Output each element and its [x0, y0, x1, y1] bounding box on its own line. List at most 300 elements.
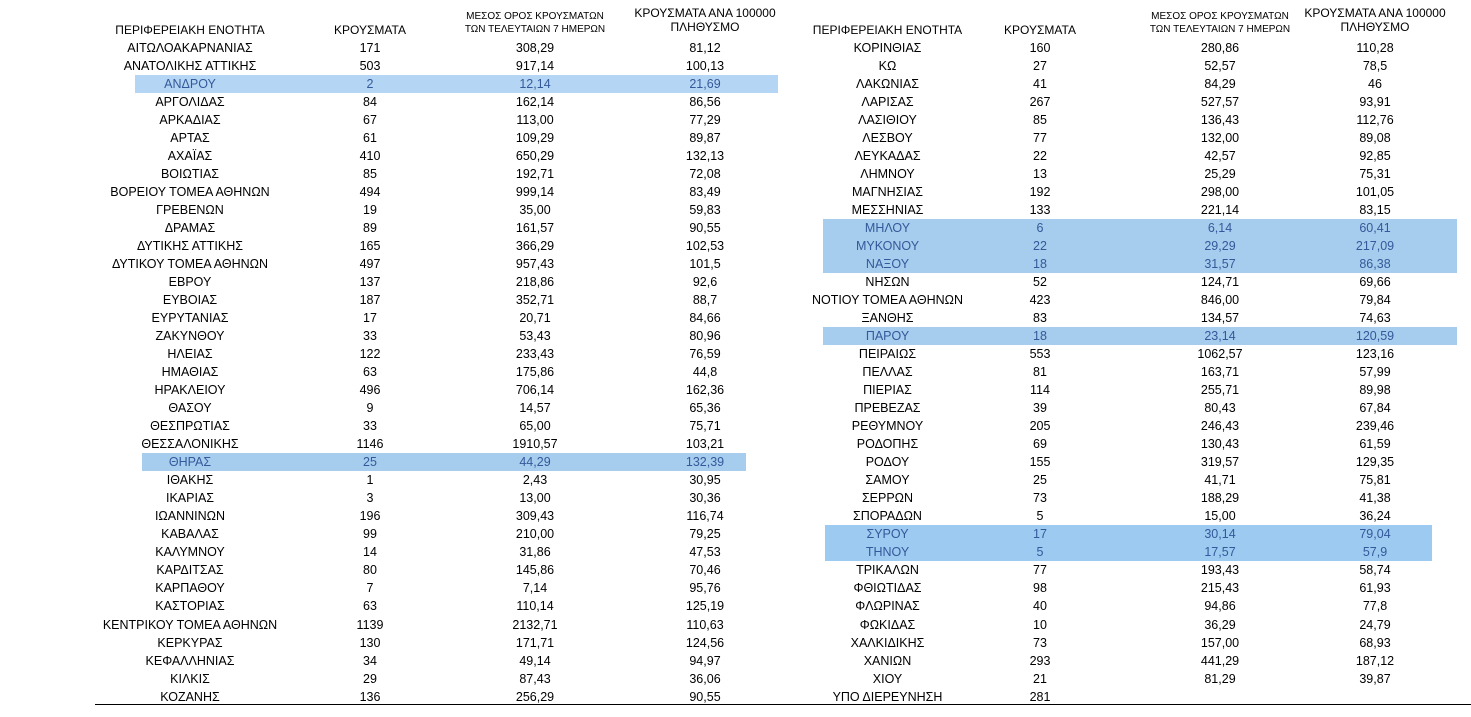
cell-avg: 280,86 — [1200, 41, 1240, 55]
cell-cases: 114 — [1030, 383, 1050, 398]
cell-per100k: 112,76 — [1356, 113, 1394, 128]
cell-region: ΞΑΝΘΗΣ — [861, 311, 914, 326]
cell-avg: 44,29 — [519, 455, 551, 470]
cell-cases: 27 — [1033, 59, 1047, 74]
cell-avg: 52,57 — [1204, 59, 1236, 74]
table-row — [795, 327, 1471, 345]
cell-region: ΚΕΦΑΛΛΗΝΙΑΣ — [145, 653, 235, 668]
cell-per100k: 94,97 — [689, 653, 721, 668]
cell-cases: 73 — [1033, 635, 1047, 650]
cell-cases: 205 — [1029, 419, 1051, 434]
cell-avg: 162,14 — [515, 95, 555, 110]
cell-region: ΦΘΙΩΤΙΔΑΣ — [853, 581, 922, 596]
cell-region: ΑΧΑΪΑΣ — [167, 149, 213, 164]
cell-avg: 192,71 — [515, 167, 555, 182]
table-row — [0, 273, 800, 291]
cell-cases: 6 — [1036, 221, 1044, 236]
cell-avg: 1062,57 — [1197, 347, 1243, 362]
cell-avg: 175,86 — [515, 365, 555, 380]
cell-region: ΠΙΕΡΙΑΣ — [863, 383, 912, 398]
cell-avg: 366,29 — [515, 239, 555, 254]
cell-cases: 497 — [359, 257, 381, 272]
cell-cases: 73 — [1033, 491, 1047, 506]
cell-per100k: 89,87 — [689, 131, 721, 146]
cell-region: ΣΕΡΡΩΝ — [861, 491, 914, 506]
cell-region: ΔΡΑΜΑΣ — [164, 221, 216, 236]
cell-region: ΤΡΙΚΑΛΩΝ — [856, 563, 919, 578]
table-row — [0, 201, 800, 219]
cell-region: ΔΥΤΙΚΗΣ ΑΤΤΙΚΗΣ — [137, 239, 243, 254]
cell-per100k: 83,49 — [689, 185, 721, 200]
table-row — [0, 652, 800, 670]
cell-avg: 124,71 — [1200, 275, 1240, 290]
cell-cases: 99 — [363, 527, 377, 542]
cell-avg: 81,29 — [1204, 671, 1236, 686]
cell-per100k: 72,08 — [689, 167, 721, 182]
cell-per100k: 84,66 — [689, 311, 721, 326]
cell-per100k: 78,5 — [1362, 59, 1388, 74]
cell-region: ΑΡΚΑΔΙΑΣ — [159, 113, 221, 128]
cell-avg: 255,71 — [1200, 383, 1240, 398]
table-row — [0, 688, 800, 706]
cell-region: ΚΑΒΑΛΑΣ — [161, 527, 219, 542]
table-row — [0, 93, 800, 111]
cell-per100k: 86,56 — [689, 95, 721, 110]
cell-avg: 441,29 — [1200, 653, 1240, 668]
cell-cases: 130 — [359, 635, 381, 650]
table-row — [0, 561, 800, 579]
cell-avg: 65,00 — [519, 419, 551, 434]
table-row — [0, 39, 800, 57]
cell-region: ΦΩΚΙΔΑΣ — [859, 617, 916, 632]
cell-per100k: 69,66 — [1359, 275, 1391, 290]
cell-avg: 246,43 — [1200, 419, 1240, 434]
header-per100k: ΚΡΟΥΣΜΑΤΑ ΑΝΑ 100000 ΠΛΗΘΥΣΜΟ — [634, 6, 776, 34]
cell-per100k: 41,38 — [1359, 491, 1391, 506]
header-avg: ΜΕΣΟΣ ΟΡΟΣ ΚΡΟΥΣΜΑΤΩΝ ΤΩΝ ΤΕΛΕΥΤΑΙΩΝ 7 ΗΜΕΡΩΝ — [1149, 11, 1291, 35]
cell-cases: 52 — [1033, 275, 1047, 290]
cell-region: ΗΜΑΘΙΑΣ — [161, 365, 219, 380]
cell-avg: 917,14 — [515, 59, 555, 74]
cell-avg: 20,71 — [519, 311, 551, 326]
cell-region: ΙΚΑΡΙΑΣ — [165, 491, 215, 506]
cell-cases: 410 — [359, 149, 381, 164]
cell-cases: 187 — [359, 293, 381, 308]
cell-region: ΑΝΔΡΟΥ — [164, 77, 216, 92]
table-row — [0, 183, 800, 201]
cell-region: ΚΩ — [878, 59, 897, 74]
table-row — [795, 579, 1471, 597]
cell-cases: 137 — [359, 275, 381, 290]
cell-cases: 63 — [363, 365, 377, 380]
cell-cases: 98 — [1033, 581, 1047, 596]
cell-cases: 160 — [1029, 41, 1051, 55]
left-table-body — [0, 39, 800, 706]
cell-region: ΜΗΛΟΥ — [864, 221, 911, 236]
table-row — [795, 435, 1471, 453]
cell-region: ΑΝΑΤΟΛΙΚΗΣ ΑΤΤΙΚΗΣ — [123, 59, 257, 74]
table-row — [795, 525, 1471, 543]
cell-per100k: 92,6 — [692, 275, 718, 290]
cell-avg: 308,29 — [515, 41, 555, 55]
table-row — [795, 489, 1471, 507]
cell-region: ΝΗΣΩΝ — [865, 275, 910, 290]
cell-per100k: 36,06 — [689, 671, 721, 686]
cell-avg: 233,43 — [515, 347, 555, 362]
cell-avg: 319,57 — [1200, 455, 1240, 470]
cell-region: ΠΑΡΟΥ — [865, 329, 910, 344]
cell-region: ΤΗΝΟΥ — [865, 545, 910, 560]
cell-region: ΡΟΔΟΥ — [865, 455, 910, 470]
cell-avg: 171,71 — [515, 635, 555, 650]
cell-per100k: 61,93 — [1359, 581, 1391, 596]
cell-per100k: 79,84 — [1359, 293, 1391, 308]
cell-per100k: 129,35 — [1355, 455, 1395, 470]
table-row — [0, 327, 800, 345]
cell-per100k: 39,87 — [1359, 671, 1391, 686]
cell-per100k: 46 — [1368, 77, 1382, 92]
table-row — [795, 597, 1471, 615]
cell-cases: 10 — [1033, 617, 1047, 632]
cell-avg: 53,43 — [519, 329, 551, 344]
table-row — [0, 399, 800, 417]
cell-cases: 33 — [363, 329, 377, 344]
table-row — [0, 309, 800, 327]
cell-per100k: 89,98 — [1359, 383, 1391, 398]
cell-region: ΑΡΤΑΣ — [170, 131, 210, 146]
cell-cases: 81 — [1033, 365, 1047, 380]
cell-cases: 293 — [1029, 653, 1051, 668]
cell-avg: 6,14 — [1207, 221, 1233, 236]
cell-cases: 5 — [1036, 545, 1044, 560]
cell-avg: 15,00 — [1204, 509, 1236, 524]
cell-per100k: 79,25 — [689, 527, 721, 542]
table-row — [0, 670, 800, 688]
cell-region: ΚΟΡΙΝΘΙΑΣ — [853, 41, 922, 55]
table-row — [795, 147, 1471, 165]
cell-avg: 352,71 — [515, 293, 555, 308]
cell-avg: 7,14 — [522, 581, 548, 596]
cell-per100k: 92,85 — [1359, 149, 1391, 164]
table-row — [795, 471, 1471, 489]
cell-cases: 133 — [1029, 203, 1051, 218]
cell-avg: 2132,71 — [512, 617, 558, 632]
table-row — [0, 291, 800, 309]
header-cases: ΚΡΟΥΣΜΑΤΑ — [1004, 23, 1076, 37]
cell-cases: 61 — [363, 131, 377, 146]
cell-avg: 706,14 — [515, 383, 555, 398]
cell-region: ΣΥΡΟΥ — [866, 527, 909, 542]
table-row — [795, 57, 1471, 75]
cell-avg: 17,57 — [1204, 545, 1236, 560]
cell-per100k: 36,24 — [1359, 509, 1391, 524]
cell-avg: 218,86 — [515, 275, 555, 290]
cell-avg: 298,00 — [1200, 185, 1240, 200]
cell-cases: 267 — [1029, 95, 1051, 110]
cell-per100k: 239,46 — [1355, 419, 1395, 434]
cell-avg: 134,57 — [1200, 311, 1240, 326]
table-row — [0, 579, 800, 597]
cell-per100k: 110,28 — [1356, 41, 1394, 55]
cell-avg: 309,43 — [515, 509, 555, 524]
cell-cases: 67 — [363, 113, 377, 128]
cell-region: ΜΥΚΟΝΟΥ — [855, 239, 920, 254]
cell-cases: 155 — [1029, 455, 1051, 470]
cell-region: ΑΡΓΟΛΙΔΑΣ — [155, 95, 225, 110]
cell-avg: 14,57 — [519, 401, 551, 416]
cell-cases: 1146 — [356, 437, 384, 452]
cell-avg: 527,57 — [1200, 95, 1240, 110]
table-row — [0, 453, 800, 471]
cell-region: ΣΠΟΡΑΔΩΝ — [853, 509, 922, 524]
cell-avg: 36,29 — [1204, 617, 1236, 632]
cell-per100k: 88,7 — [692, 293, 718, 308]
cell-avg: 30,14 — [1204, 527, 1236, 542]
table-row — [795, 39, 1471, 57]
cell-per100k: 95,76 — [689, 581, 721, 596]
table-row — [0, 255, 800, 273]
cell-avg: 31,86 — [519, 545, 551, 560]
table-row — [0, 75, 800, 93]
cell-region: ΜΕΣΣΗΝΙΑΣ — [851, 203, 924, 218]
cell-cases: 39 — [1033, 401, 1047, 416]
cell-per100k: 24,79 — [1359, 617, 1391, 632]
cell-region: ΔΥΤΙΚΟΥ ΤΟΜΕΑ ΑΘΗΝΩΝ — [111, 257, 269, 272]
cell-per100k: 58,74 — [1359, 563, 1391, 578]
table-row — [0, 489, 800, 507]
table-row — [795, 453, 1471, 471]
cell-avg: 999,14 — [515, 185, 555, 200]
cell-avg: 163,71 — [1200, 365, 1240, 380]
cell-per100k: 102,53 — [685, 239, 725, 254]
cell-cases: 63 — [363, 599, 377, 614]
table-row — [0, 543, 800, 561]
table-row — [795, 507, 1471, 525]
table-row — [795, 201, 1471, 219]
cell-avg: 109,29 — [515, 131, 555, 146]
cell-cases: 83 — [1033, 311, 1047, 326]
cell-avg: 157,00 — [1200, 635, 1240, 650]
cell-cases: 77 — [1033, 563, 1047, 578]
cell-avg: 193,43 — [1200, 563, 1240, 578]
cell-avg: 188,29 — [1200, 491, 1240, 506]
cell-cases: 3 — [366, 491, 374, 506]
table-row — [795, 255, 1471, 273]
cell-avg: 846,00 — [1200, 293, 1240, 308]
cell-per100k: 100,13 — [685, 59, 725, 74]
cell-cases: 171 — [359, 41, 381, 55]
table-row — [795, 381, 1471, 399]
table-row — [795, 93, 1471, 111]
cell-region: ΕΥΡΥΤΑΝΙΑΣ — [151, 311, 229, 326]
cell-avg: 130,43 — [1200, 437, 1240, 452]
cell-region: ΠΡΕΒΕΖΑΣ — [854, 401, 921, 416]
cell-region: ΙΩΑΝΝΙΝΩΝ — [154, 509, 226, 524]
cell-per100k: 132,13 — [685, 149, 725, 164]
cell-cases: 80 — [363, 563, 377, 578]
cell-per100k: 116,74 — [686, 509, 724, 524]
table-row — [0, 111, 800, 129]
cell-region: ΥΠΟ ΔΙΕΡΕΥΝΗΣΗ — [832, 689, 943, 704]
table-row — [0, 129, 800, 147]
cell-per100k: 30,36 — [689, 491, 721, 506]
cell-per100k: 90,55 — [689, 221, 721, 236]
cell-avg: 221,14 — [1200, 203, 1240, 218]
cell-avg: 87,43 — [519, 671, 551, 686]
table-row — [795, 561, 1471, 579]
cell-per100k: 30,95 — [689, 473, 721, 488]
cell-region: ΚΕΡΚΥΡΑΣ — [157, 635, 223, 650]
header-region: ΠΕΡΙΦΕΡΕΙΑΚΗ ΕΝΟΤΗΤΑ — [812, 23, 963, 37]
cell-per100k: 217,09 — [1355, 239, 1395, 254]
cell-avg: 84,29 — [1204, 77, 1236, 92]
cell-per100k: 57,99 — [1359, 365, 1391, 380]
cell-cases: 34 — [363, 653, 377, 668]
cell-per100k: 110,63 — [686, 617, 724, 632]
table-row — [795, 165, 1471, 183]
cell-cases: 2 — [366, 77, 374, 92]
cell-avg: 25,29 — [1204, 167, 1236, 182]
table-row — [0, 345, 800, 363]
cell-region: ΗΛΕΙΑΣ — [167, 347, 213, 362]
table-row — [795, 291, 1471, 309]
cell-cases: 18 — [1033, 329, 1047, 344]
cell-cases: 22 — [1033, 149, 1047, 164]
cell-per100k: 44,8 — [692, 365, 718, 380]
cell-per100k: 68,93 — [1359, 635, 1391, 650]
table-row — [795, 616, 1471, 634]
cell-avg: 110,14 — [516, 599, 554, 614]
cell-per100k: 76,59 — [689, 347, 721, 362]
cell-region: ΠΕΙΡΑΙΩΣ — [858, 347, 917, 362]
table-row — [0, 165, 800, 183]
cell-cases: 494 — [359, 185, 381, 200]
cell-cases: 496 — [359, 383, 381, 398]
cell-per100k: 81,12 — [689, 41, 721, 55]
cell-per100k: 187,12 — [1355, 653, 1395, 668]
table-row — [0, 471, 800, 489]
cell-region: ΛΕΥΚΑΔΑΣ — [854, 149, 921, 164]
cell-region: ΚΑΡΔΙΤΣΑΣ — [156, 563, 224, 578]
table-row — [0, 597, 800, 615]
cell-avg: 13,00 — [519, 491, 551, 506]
cell-avg: 256,29 — [515, 689, 555, 704]
cell-avg: 42,57 — [1204, 149, 1236, 164]
cell-avg: 80,43 — [1204, 401, 1236, 416]
cell-per100k: 61,59 — [1359, 437, 1391, 452]
cell-cases: 84 — [363, 95, 377, 110]
table-row — [795, 399, 1471, 417]
cell-avg: 145,86 — [515, 563, 555, 578]
cell-cases: 77 — [1033, 131, 1047, 146]
cell-region: ΛΑΚΩΝΙΑΣ — [856, 77, 919, 92]
cell-region: ΙΘΑΚΗΣ — [166, 473, 214, 488]
table-row — [795, 111, 1471, 129]
cell-per100k: 83,15 — [1359, 203, 1391, 218]
cell-region: ΚΟΖΑΝΗΣ — [160, 689, 220, 704]
cell-cases: 1139 — [356, 617, 384, 632]
cell-per100k: 60,41 — [1359, 221, 1391, 236]
cell-cases: 122 — [359, 347, 381, 362]
cell-cases: 196 — [359, 509, 381, 524]
cell-avg: 1910,57 — [512, 437, 558, 452]
cell-region: ΡΟΔΟΠΗΣ — [856, 437, 919, 452]
cell-region: ΣΑΜΟΥ — [865, 473, 910, 488]
cell-per100k: 70,46 — [689, 563, 721, 578]
cell-per100k: 124,56 — [685, 635, 725, 650]
cell-region: ΧΙΟΥ — [872, 671, 903, 686]
cell-region: ΦΛΩΡΙΝΑΣ — [855, 599, 920, 614]
cell-per100k: 123,16 — [1355, 347, 1395, 362]
cell-avg: 23,14 — [1204, 329, 1236, 344]
cell-cases: 18 — [1033, 257, 1047, 272]
cell-region: ΡΕΘΥΜΝΟΥ — [851, 419, 924, 434]
cell-avg: 49,14 — [519, 653, 551, 668]
cell-cases: 21 — [1033, 671, 1047, 686]
cell-cases: 25 — [1033, 473, 1047, 488]
cell-avg: 31,57 — [1204, 257, 1236, 272]
table-row — [795, 688, 1471, 706]
cell-avg: 113,00 — [516, 113, 554, 128]
cell-region: ΘΑΣΟΥ — [168, 401, 212, 416]
cell-region: ΘΗΡΑΣ — [168, 455, 212, 470]
table-row — [0, 507, 800, 525]
cell-avg: 35,00 — [519, 203, 551, 218]
cell-cases: 29 — [363, 671, 377, 686]
cell-per100k: 120,59 — [1355, 329, 1395, 344]
table-row — [0, 616, 800, 634]
table-row — [795, 237, 1471, 255]
table-row — [795, 417, 1471, 435]
cell-cases: 17 — [1033, 527, 1047, 542]
cell-avg: 94,86 — [1204, 599, 1236, 614]
cell-per100k: 162,36 — [685, 383, 725, 398]
cell-per100k: 57,9 — [1362, 545, 1388, 560]
table-row — [795, 543, 1471, 561]
cell-avg: 161,57 — [515, 221, 555, 236]
cell-region: ΗΡΑΚΛΕΙΟΥ — [154, 383, 226, 398]
cell-region: ΕΒΡΟΥ — [168, 275, 212, 290]
cell-cases: 9 — [366, 401, 374, 416]
cell-per100k: 59,83 — [689, 203, 721, 218]
cell-per100k: 90,55 — [689, 689, 721, 704]
cell-avg: 650,29 — [515, 149, 555, 164]
cell-cases: 165 — [359, 239, 381, 254]
cell-cases: 553 — [1029, 347, 1051, 362]
cell-avg: 215,43 — [1200, 581, 1240, 596]
cell-region: ΧΑΝΙΩΝ — [863, 653, 912, 668]
cell-cases: 14 — [363, 545, 377, 560]
table-row — [795, 363, 1471, 381]
cell-avg: 29,29 — [1204, 239, 1236, 254]
header-avg: ΜΕΣΟΣ ΟΡΟΣ ΚΡΟΥΣΜΑΤΩΝ ΤΩΝ ΤΕΛΕΥΤΑΙΩΝ 7 ΗΜΕΡΩΝ — [464, 11, 606, 35]
cell-cases: 136 — [359, 689, 381, 704]
cell-cases: 85 — [363, 167, 377, 182]
table-row — [795, 634, 1471, 652]
table-row — [0, 147, 800, 165]
cell-cases: 85 — [1033, 113, 1047, 128]
right-table-body — [795, 39, 1471, 706]
table-row — [795, 309, 1471, 327]
cell-per100k: 101,5 — [689, 257, 721, 272]
table-row — [0, 363, 800, 381]
cell-per100k: 80,96 — [689, 329, 721, 344]
cell-per100k: 86,38 — [1359, 257, 1391, 272]
cell-cases: 503 — [359, 59, 381, 74]
table-row — [795, 129, 1471, 147]
cell-per100k: 21,69 — [689, 77, 721, 92]
table-row — [0, 381, 800, 399]
